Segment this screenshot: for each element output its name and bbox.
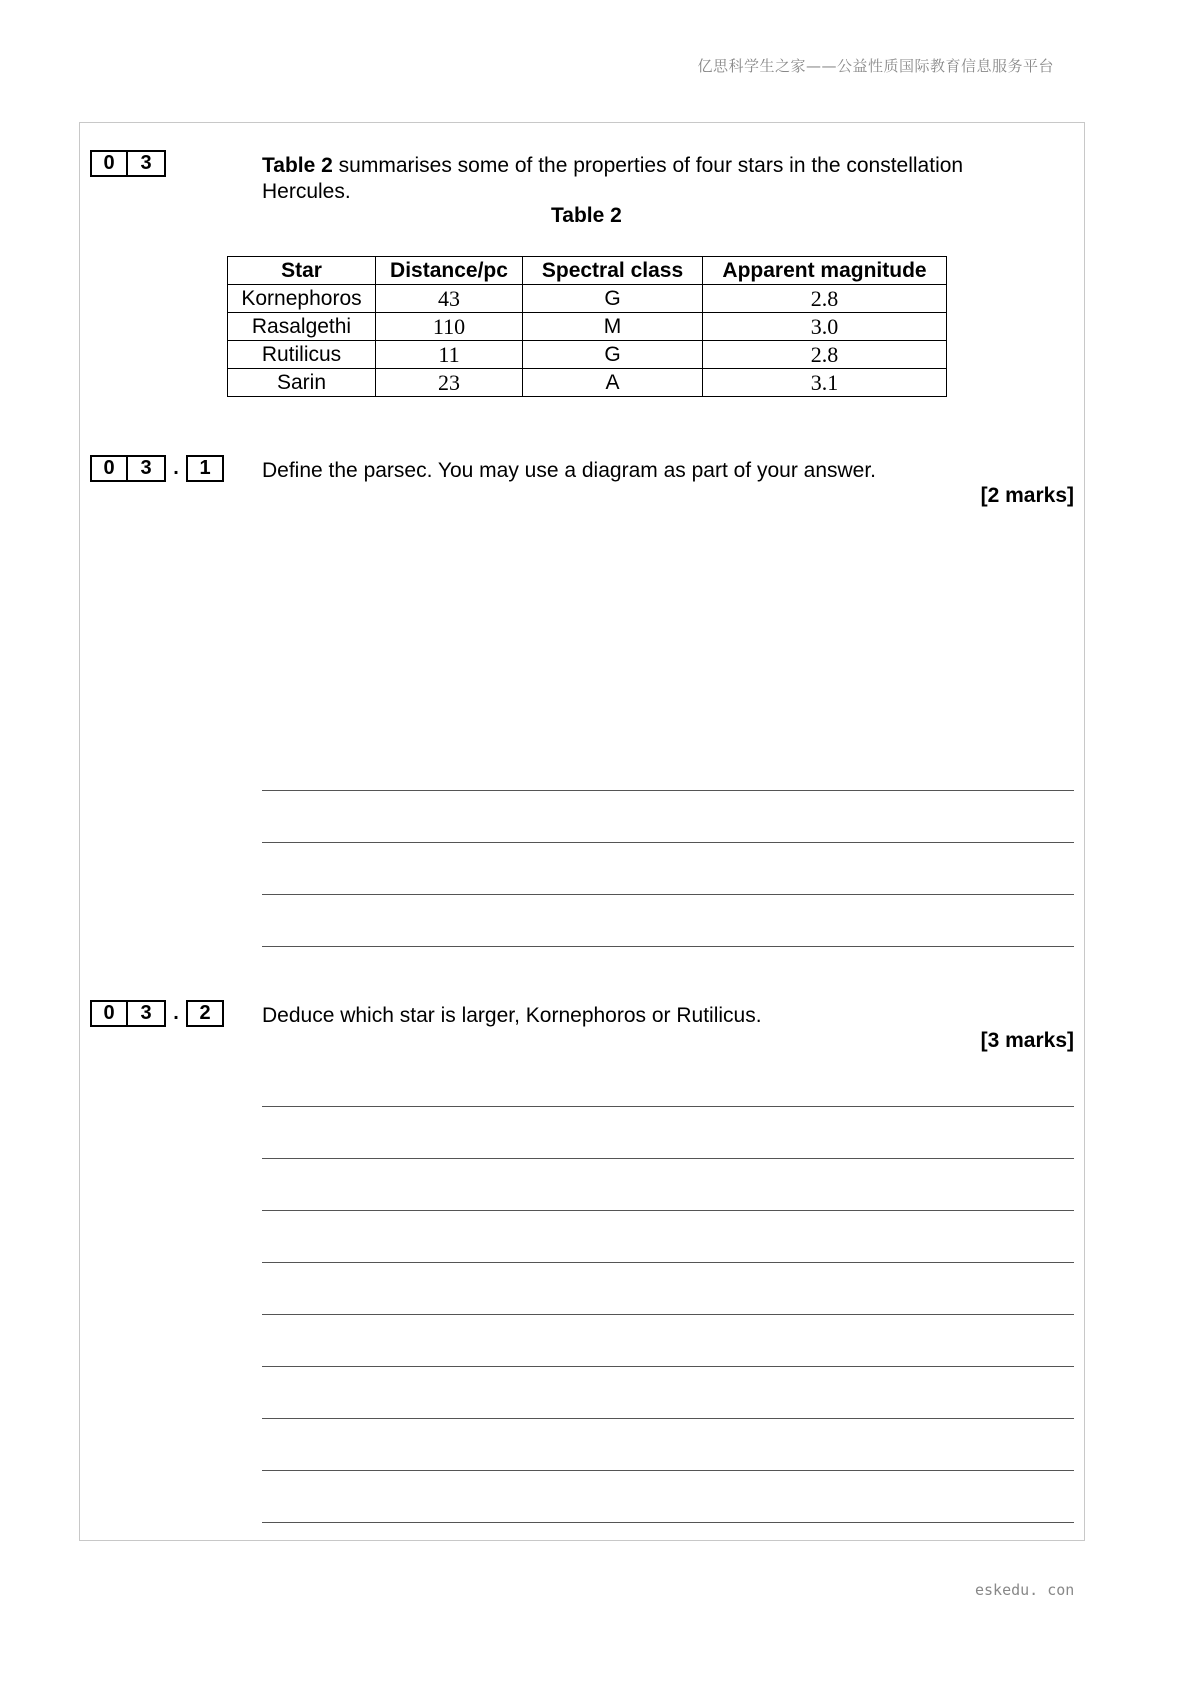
question-digit: 0: [90, 150, 128, 177]
header-apparent-magnitude: Apparent magnitude: [703, 257, 947, 285]
answer-line[interactable]: [262, 1522, 1074, 1523]
part2-number: [90, 1000, 224, 1027]
cell-distance: 43: [376, 285, 523, 313]
table-header-row: [228, 257, 947, 285]
table-row: [228, 369, 947, 397]
part2-question: Deduce which star is larger, Kornephoros or Rutilicus.: [262, 1004, 762, 1027]
cell-magnitude: 3.0: [703, 313, 947, 341]
cell-spectral-class: M: [523, 313, 703, 341]
answer-line[interactable]: [262, 1106, 1074, 1107]
cell-star: Kornephoros: [228, 285, 376, 313]
part2-dot: .: [173, 1002, 179, 1024]
intro-text: summarises some of the properties of four stars in the constellation Hercules.: [262, 154, 964, 203]
part1-question: Define the parsec. You may use a diagram as part of your answer.: [262, 459, 877, 482]
cell-distance: 11: [376, 341, 523, 369]
answer-line[interactable]: [262, 1210, 1074, 1211]
cell-magnitude: 2.8: [703, 285, 947, 313]
part1-number: [90, 455, 224, 482]
answer-line[interactable]: [262, 1418, 1074, 1419]
cell-spectral-class: G: [523, 341, 703, 369]
answer-line[interactable]: [262, 842, 1074, 843]
part1-digit: 0: [90, 455, 128, 482]
answer-line[interactable]: [262, 1470, 1074, 1471]
cell-star: Rutilicus: [228, 341, 376, 369]
part1-digit: 1: [186, 455, 224, 482]
answer-line[interactable]: [262, 1262, 1074, 1263]
answer-line[interactable]: [262, 1366, 1074, 1367]
page-footer: eskedu. con: [975, 1581, 1075, 1599]
cell-star: Rasalgethi: [228, 313, 376, 341]
header-spectral-class: Spectral class: [523, 257, 703, 285]
question-number: [90, 150, 166, 177]
cell-distance: 110: [376, 313, 523, 341]
cell-star: Sarin: [228, 369, 376, 397]
part2-digit: 2: [186, 1000, 224, 1027]
answer-line[interactable]: [262, 946, 1074, 947]
header-star: Star: [228, 257, 376, 285]
answer-line[interactable]: [262, 790, 1074, 791]
header-distance: Distance/pc: [376, 257, 523, 285]
answer-line[interactable]: [262, 1314, 1074, 1315]
cell-magnitude: 3.1: [703, 369, 947, 397]
question-intro: [262, 153, 1042, 205]
part1-dot: .: [173, 457, 179, 479]
part2-digit: 0: [90, 1000, 128, 1027]
part1-marks: [2 marks]: [980, 484, 1074, 507]
table-row: [228, 341, 947, 369]
part1-digit: 3: [128, 455, 166, 482]
stars-table: [227, 256, 947, 397]
table-row: [228, 313, 947, 341]
answer-line[interactable]: [262, 894, 1074, 895]
part2-digit: 3: [128, 1000, 166, 1027]
table-caption: Table 2: [551, 204, 622, 227]
cell-spectral-class: G: [523, 285, 703, 313]
part2-marks: [3 marks]: [980, 1029, 1074, 1052]
question-digit: 3: [128, 150, 166, 177]
answer-line[interactable]: [262, 1158, 1074, 1159]
table-row: [228, 285, 947, 313]
intro-table-ref: Table 2: [262, 154, 333, 177]
page-header: 亿思科学生之家——公益性质国际教育信息服务平台: [697, 57, 1054, 75]
cell-magnitude: 2.8: [703, 341, 947, 369]
cell-distance: 23: [376, 369, 523, 397]
cell-spectral-class: A: [523, 369, 703, 397]
